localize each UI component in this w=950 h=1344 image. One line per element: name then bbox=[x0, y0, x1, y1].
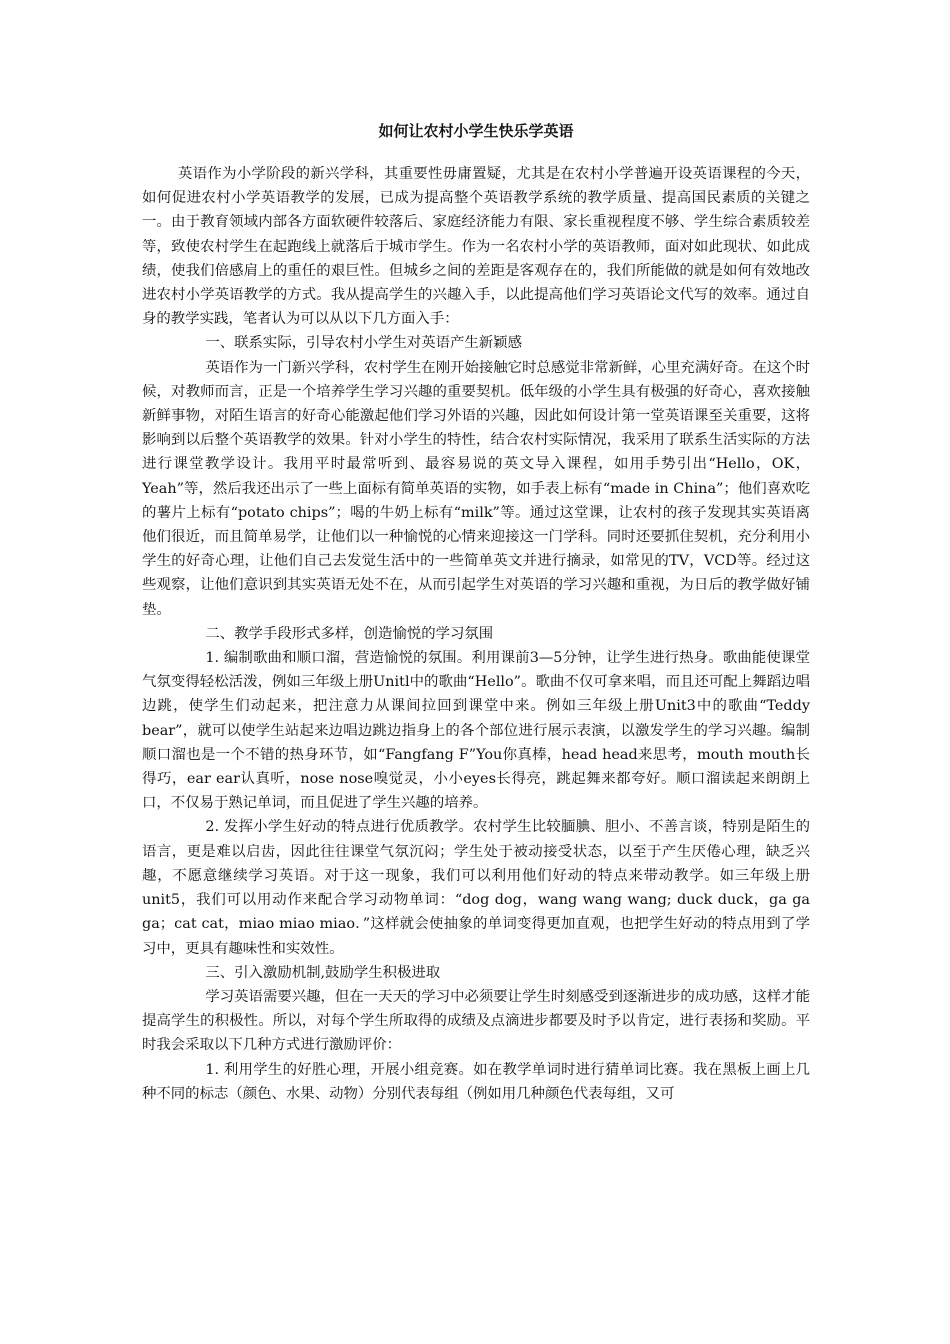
section-heading-2: 二、教学手段形式多样，创造愉悦的学习氛围 bbox=[205, 625, 494, 642]
paragraph-section-3: 学习英语需要兴趣，但在一天天的学习中必须要让学生时刻感受到逐渐进步的成功感，这样才能提高学生的积极性。所以，对每个学生所取得的成绩及点滴进步都要及时予以肯定，进行表扬和奖励。平时我会采取以下几种方式进行激励评价： bbox=[142, 988, 810, 1054]
paragraph-section-3-item-1: 1. 利用学生的好胜心理，开展小组竞赛。如在教学单词时进行猜单词比赛。我在黑板上画上几种不同的标志（颜色、水果、动物）分别代表每组（例如用几种颜色代表每组，又可 bbox=[142, 1061, 810, 1102]
paragraph-section-2-item-2: 2. 发挥小学生好动的特点进行优质教学。农村学生比较腼腆、胆小、不善言谈，特别是陌生的语言，更是难以启齿，因此往往课堂气氛沉闷；学生处于被动接受状态，以至于产生厌倦心理，缺乏兴趣，不愿意继续学习英语。对于这一现象，我们可以利用他们好动的特点来带动教学。如三年级上册unit5，我们可以用动作来配合学习动物单词：“dog dog，wang wang wang; duck duck，ga ga ga；cat cat，miao miao miao．”这样就会使抽象的单词变得更加直观，也把学生好动的特点用到了学习中，更具有趣味性和实效性。 bbox=[142, 819, 810, 957]
document-title: 如何让农村小学生快乐学英语 bbox=[378, 122, 574, 140]
paragraph-section-2-item-1: 1. 编制歌曲和顺口溜，营造愉悦的氛围。利用课前3—5分钟，让学生进行热身。歌曲能使课堂气氛变得轻松活泼，例如三年级上册Unitl中的歌曲“Hello”。歌曲不仅可拿来唱，而且还可配上舞蹈边唱边跳，使学生们动起来，把注意力从课间拉回到课堂中来。例如三年级上册Unit3中的歌曲“Teddy bear”，就可以使学生站起来边唱边跳边指身上的各个部位进行展示表演，以激发学生的学习兴趣。编制顺口溜也是一个不错的热身环节，如“Fangfang F”You你真棒，head head来思考，mouth mouth长得巧，ear ear认真听，nose nose嗅觉灵，小小eyes长得亮，跳起舞来都夸好。顺口溜读起来朗朗上口，不仅易于熟记单词，而且促进了学生兴趣的培养。 bbox=[142, 650, 810, 812]
paragraph-intro: 英语作为小学阶段的新兴学科，其重要性毋庸置疑，尤其是在农村小学普遍开设英语课程的今天，如何促进农村小学英语教学的发展，已成为提高整个英语教学系统的教学质量、提高国民素质的关键之一。由于教育领域内部各方面软硬件较落后、家庭经济能力有限、家长重视程度不够、学生综合素质较差等，致使农村学生在起跑线上就落后于城市学生。作为一名农村小学的英语教师，面对如此现状、如此成绩，使我们倍感肩上的重任的艰巨性。但城乡之间的差距是客观存在的，我们所能做的就是如何有效地改进农村小学英语教学的方式。我从提高学生的兴趣入手，以此提高他们学习英语论文代写的效率。通过自身的教学实践，笔者认为可以从以下几方面入手： bbox=[142, 166, 810, 328]
section-heading-1: 一、联系实际，引导农村小学生对英语产生新颖感 bbox=[205, 335, 522, 352]
paragraph-section-1: 英语作为一门新兴学科，农村学生在刚开始接触它时总感觉非常新鲜，心里充满好奇。在这个时候，对教师而言，正是一个培养学生学习兴趣的重要契机。低年级的小学生具有极强的好奇心，喜欢接触新鲜事物，对陌生语言的好奇心能激起他们学习外语的兴趣，因此如何设计第一堂英语课至关重要，这将影响到以后整个英语教学的效果。针对小学生的特性，结合农村实际情况，我采用了联系生活实际的方法进行课堂教学设计。我用平时最常听到、最容易说的英文导入课程，如用手势引出“Hello，OK，Yeah”等，然后我还出示了一些上面标有简单英语的实物，如手表上标有“made in China”；他们喜欢吃的薯片上标有“potato chips”；喝的牛奶上标有“milk”等。通过这堂课，让农村的孩子发现其实英语离他们很近，而且简单易学，让他们以一种愉悦的心情来迎接这一门学科。同时还要抓住契机，充分利用小学生的好奇心理，让他们自己去发觉生活中的一些简单英文并进行摘录，如常见的TV，VCD等。经过这些观察，让他们意识到其实英语无处不在，从而引起学生对英语的学习兴趣和重视，为日后的教学做好铺垫。 bbox=[142, 359, 810, 618]
document-page bbox=[142, 118, 810, 1106]
section-heading-3: 三、引入激励机制,鼓励学生积极进取 bbox=[205, 964, 441, 981]
